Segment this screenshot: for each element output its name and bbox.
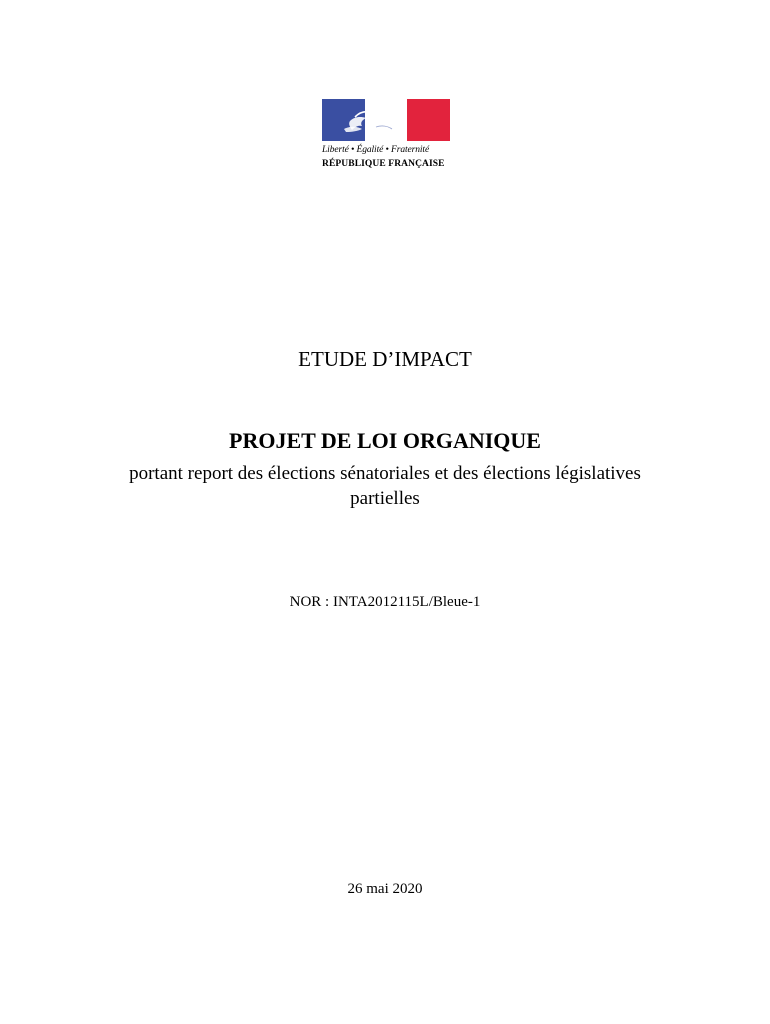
document-heading: ETUDE D’IMPACT xyxy=(298,347,472,371)
document-title: PROJET DE LOI ORGANIQUE xyxy=(229,428,541,453)
marianne-flag-icon xyxy=(322,99,450,141)
document-subtitle: portant report des élections sénatoriales et des élections législatives partielles xyxy=(129,463,641,509)
motto-text: Liberté • Égalité • Fraternité xyxy=(322,145,430,155)
republique-francaise-text: RÉPUBLIQUE FRANÇAISE xyxy=(322,159,445,169)
document-date: 26 mai 2020 xyxy=(347,881,423,897)
republique-francaise-logo xyxy=(322,99,452,170)
nor-reference: NOR : INTA2012115L/Bleue-1 xyxy=(289,594,481,610)
